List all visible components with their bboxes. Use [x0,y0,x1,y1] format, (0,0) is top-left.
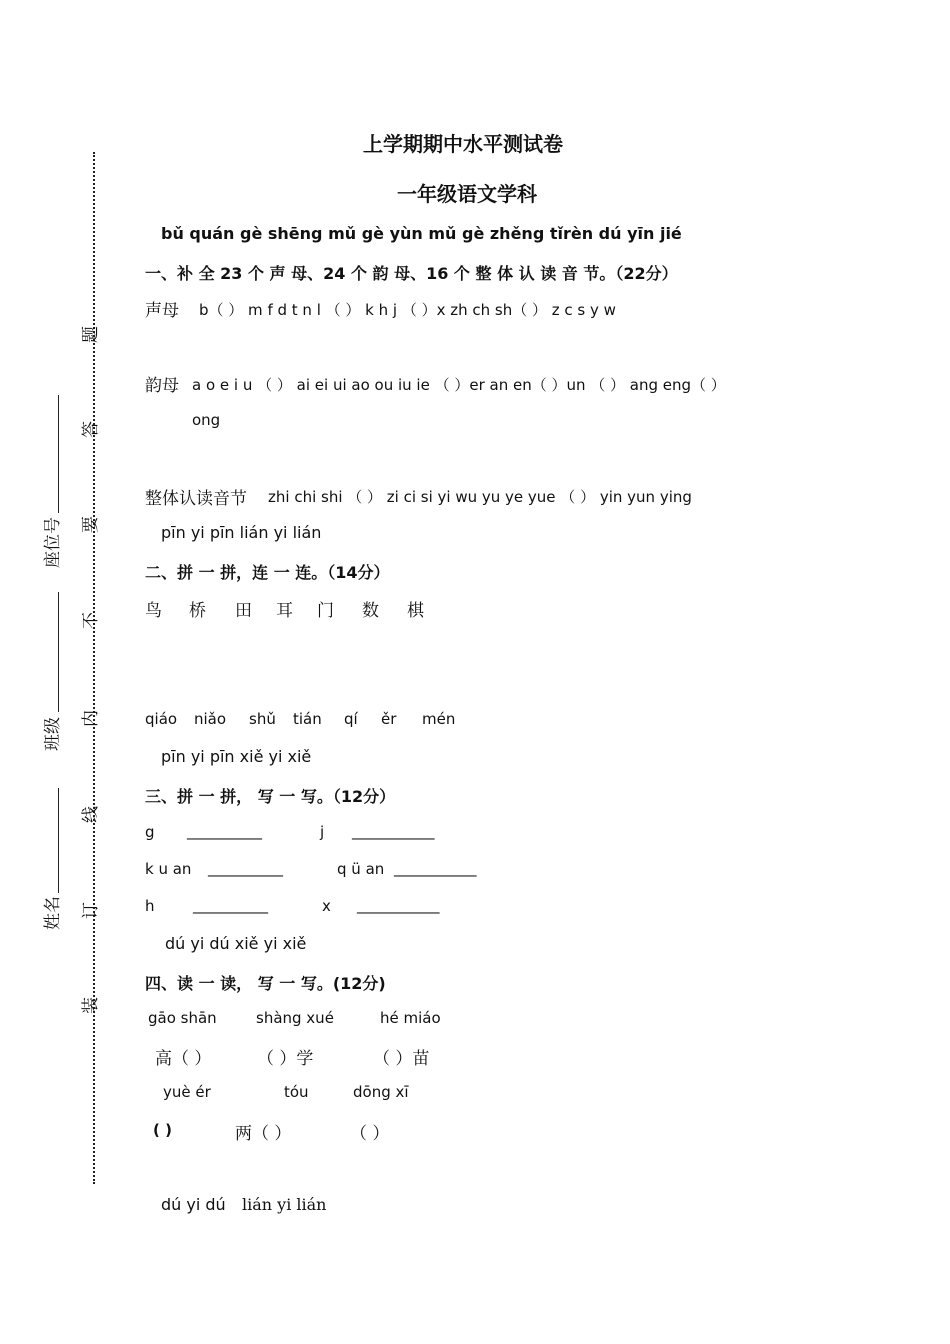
match-char[interactable]: 田 [235,601,252,621]
match-pinyin[interactable]: niǎo [194,710,227,728]
syllable-prompt: q ü an [337,860,385,878]
match-pinyin[interactable]: shǔ [249,710,276,728]
section5-pinyin-heading-a: dú yi dú [161,1195,226,1214]
match-char[interactable]: 桥 [189,601,206,621]
zhengti-row: zhi chi shi （ ） zi ci si yi wu yu ye yue （ ） yin yun ying [268,488,692,506]
word-write[interactable]: （ ）苗 [373,1049,430,1069]
section3-pinyin-heading: pīn yi pīn xiě yi xiě [161,747,312,766]
word-write[interactable]: （ ）学 [257,1049,314,1069]
exam-subject: 一年级语文学科 [397,182,537,206]
answer-blank[interactable]: ___________ [394,859,477,877]
syllable-prompt: h [145,897,155,915]
seat-number-label: 座位号 [43,517,63,568]
answer-blank[interactable]: __________ [208,859,283,877]
syllable-prompt: k u an [145,860,192,878]
answer-blank[interactable]: ___________ [352,822,435,840]
word-write[interactable]: 高（ ） [155,1049,212,1069]
word-pinyin: tóu [284,1083,309,1101]
section4-heading: 四、读 一 读， 写 一 写。(12分) [145,974,386,993]
syllable-prompt: g [145,823,155,841]
match-char[interactable]: 耳 [276,601,293,621]
word-write[interactable]: （ ） [350,1124,390,1144]
answer-blank[interactable]: __________ [187,822,262,840]
section3-heading: 三、拼 一 拼， 写 一 写。（12分） [145,787,396,806]
syllable-prompt: x [322,897,331,915]
seal-char: 题 [81,326,101,343]
seal-char: 内 [81,710,101,727]
match-char[interactable]: 门 [317,601,334,621]
match-pinyin[interactable]: mén [422,710,456,728]
syllable-prompt: j [320,823,325,841]
section2-heading: 二、拼 一 拼，连 一 连。（14分） [145,563,390,582]
section2-pinyin-heading: pīn yi pīn lián yi lián [161,523,322,542]
match-char[interactable]: 数 [362,601,379,621]
seal-char: 线 [81,806,101,823]
yunmu-row-continued: ong [192,411,221,429]
section4-pinyin-heading: dú yi dú xiě yi xiě [165,934,307,953]
binding-dotted-line [93,152,95,1184]
word-pinyin: dōng xī [353,1083,409,1101]
seal-char: 答 [81,421,101,438]
match-pinyin[interactable]: qiáo [145,710,178,728]
section1-pinyin-heading: bǔ quán gè shēng mǔ gè yùn mǔ gè zhěng tǐrèn dú yīn jié [161,224,682,243]
word-pinyin: gāo shān [148,1009,217,1027]
answer-blank[interactable]: ___________ [357,896,440,914]
word-write[interactable]: ( ) [153,1121,172,1139]
match-pinyin[interactable]: qí [344,710,358,728]
name-label: 姓名 [43,896,63,930]
section1-heading: 一、补 全 23 个 声 母、24 个 韵 母、16 个 整 体 认 读 音 节。（22分） [145,264,678,283]
zhengti-label: 整体认读音节 [145,489,247,509]
seal-char: 订 [81,902,101,919]
section5-pinyin-heading-b: lián yi lián [242,1195,327,1214]
shengmu-label: 声母 [145,301,179,321]
seal-char: 要 [81,516,101,533]
yunmu-row: a o e i u （ ） ai ei ui ao ou iu ie （ ）er an en（ ）un （ ） ang eng（ ） [192,376,726,394]
exam-title: 上学期期中水平测试卷 [363,132,563,156]
name-field[interactable] [58,788,59,893]
word-pinyin: hé miáo [380,1009,441,1027]
word-pinyin: shàng xué [256,1009,334,1027]
match-char[interactable]: 鸟 [145,601,162,621]
answer-blank[interactable]: __________ [193,896,268,914]
seal-char: 不 [81,612,101,629]
class-label: 班级 [43,717,63,751]
seat-number-field[interactable] [58,395,59,513]
yunmu-label: 韵母 [145,376,179,396]
shengmu-row: b（ ） m f d t n l （ ） k h j （ ）x zh ch sh（ ） z c s y w [199,301,616,319]
match-pinyin[interactable]: tián [293,710,322,728]
word-write[interactable]: 两（ ） [235,1124,292,1144]
match-char[interactable]: 棋 [407,601,424,621]
seal-char: 装 [81,997,101,1014]
class-field[interactable] [58,592,59,712]
word-pinyin: yuè ér [163,1083,211,1101]
match-pinyin[interactable]: ěr [381,710,397,728]
